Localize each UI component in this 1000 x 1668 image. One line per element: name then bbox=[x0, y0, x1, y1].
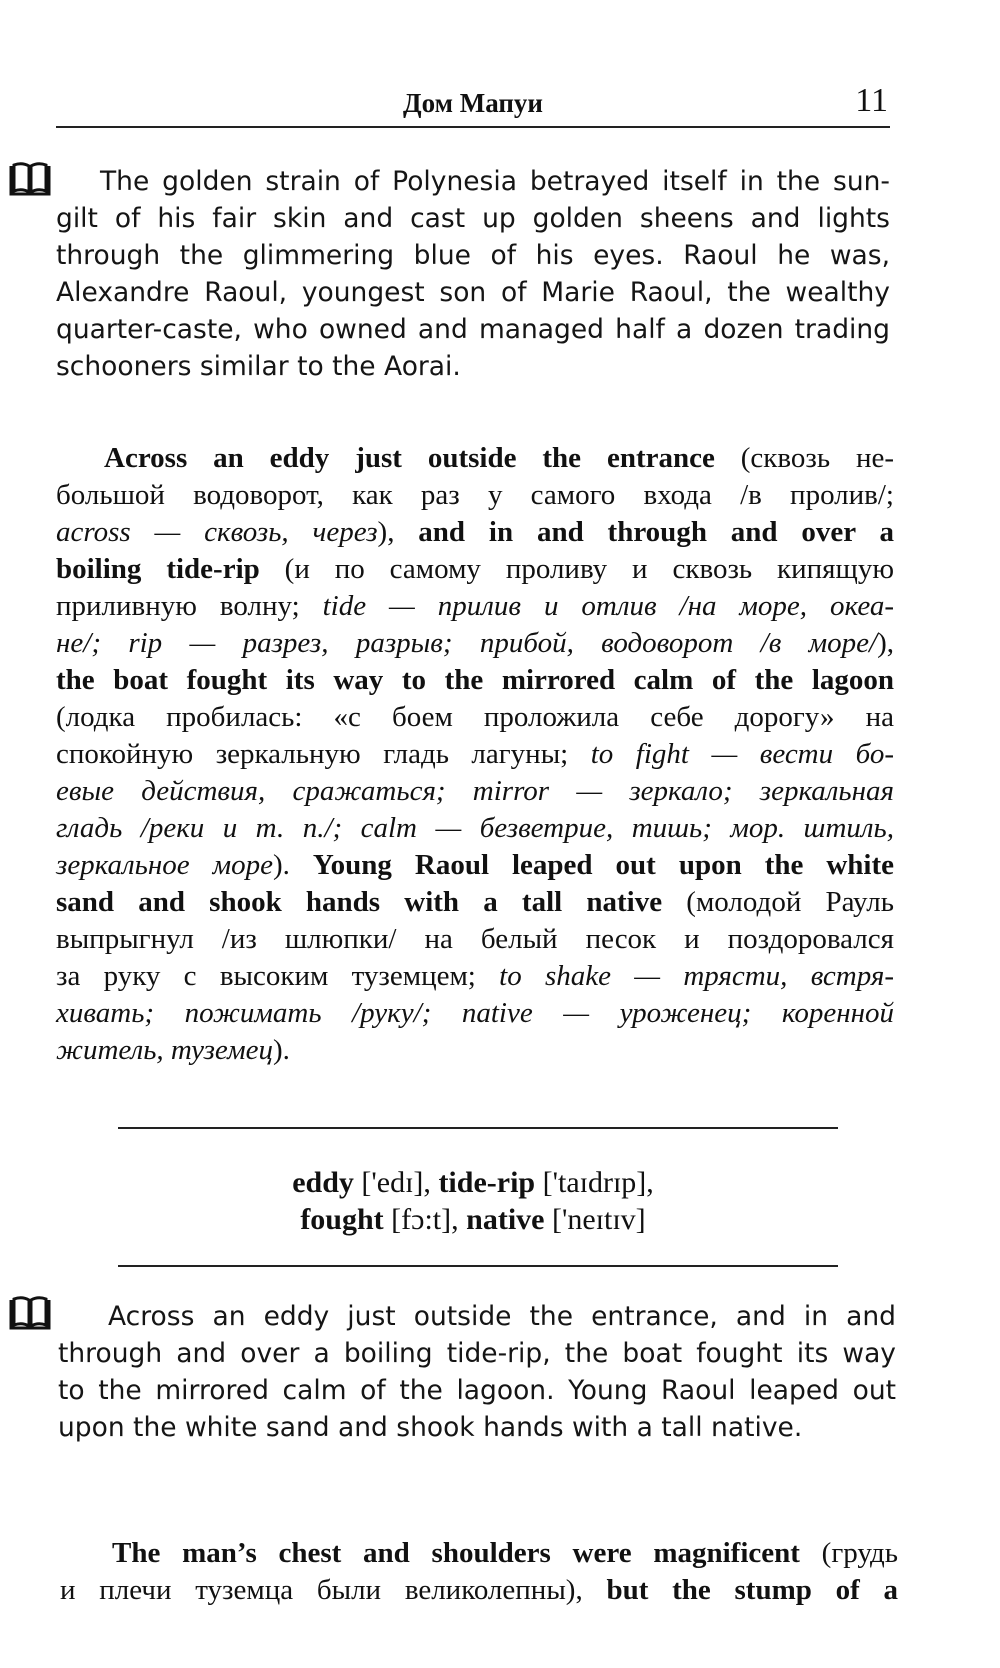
translation: большой водоворот, как раз у самого входа /в пролив/; bbox=[56, 479, 894, 511]
text-line bbox=[56, 810, 894, 847]
translation: ), bbox=[877, 627, 894, 659]
translation: выпрыгнул /из шлюпки/ на белый песок и поздоровался bbox=[56, 923, 894, 955]
text-line bbox=[56, 588, 894, 625]
running-header bbox=[56, 76, 890, 128]
divider-bottom bbox=[118, 1265, 838, 1267]
translation: ). bbox=[272, 1034, 290, 1066]
text-line: The golden strain of Polynesia betrayed itself in the sun- bbox=[100, 166, 890, 197]
translation: (сквозь не- bbox=[714, 442, 894, 474]
text-line bbox=[56, 514, 894, 551]
phrase-bold: Across an eddy just outside the entrance bbox=[104, 442, 715, 474]
text-line: upon the white sand and shook hands with a tall native. bbox=[58, 1412, 803, 1443]
text-line bbox=[60, 1572, 898, 1609]
pron-word: fought bbox=[300, 1203, 384, 1236]
text-line: through the glimmering blue of his eyes. Raoul he was, bbox=[56, 240, 890, 271]
text-line bbox=[56, 699, 894, 736]
original-text-block-2 bbox=[58, 1298, 896, 1446]
pronunciation-line-1 bbox=[56, 1164, 890, 1201]
gloss: евые действия, сражаться; mirror — зеркало; зеркальная bbox=[56, 775, 894, 807]
gloss: across — сквозь, через bbox=[56, 516, 378, 548]
gloss: гладь /реки и т. п./; calm — безветрие, тишь; мор. штиль, bbox=[56, 812, 894, 844]
pron-transcription: ['edɪ], bbox=[353, 1166, 439, 1199]
pronunciation-line-2 bbox=[56, 1201, 890, 1238]
translation: ). bbox=[273, 849, 313, 881]
text-line bbox=[56, 995, 894, 1032]
gloss: tide — прилив и отлив /на море, океа- bbox=[322, 590, 894, 622]
gloss: to shake — трясти, встря- bbox=[499, 960, 894, 992]
annotated-paragraph bbox=[56, 440, 894, 1069]
text-line bbox=[56, 958, 894, 995]
phrase-bold: Young Raoul leaped out upon the white bbox=[312, 849, 894, 881]
phrase-bold: and in and through and over a bbox=[418, 516, 894, 548]
text-line: Across an eddy just outside the entrance, and in and bbox=[108, 1301, 896, 1332]
phrase-bold: boiling tide-rip bbox=[56, 553, 260, 585]
gloss: to fight — вести бо- bbox=[590, 738, 894, 770]
text-line bbox=[56, 551, 894, 588]
text-line: quarter-caste, who owned and managed half a dozen trading bbox=[56, 314, 890, 345]
pron-word: eddy bbox=[292, 1166, 354, 1199]
gloss: зеркальное море bbox=[56, 849, 273, 881]
pron-transcription: [fɔ:t], bbox=[383, 1203, 467, 1236]
translation: и плечи туземца были великолепны), bbox=[60, 1574, 607, 1606]
text-line: to the mirrored calm of the lagoon. Young Raoul leaped out bbox=[58, 1375, 896, 1406]
gloss: не/; rip — разрез, разрыв; прибой, водоворот /в море/ bbox=[56, 627, 878, 659]
page-number: 11 bbox=[855, 82, 888, 119]
translation: спокойную зеркальную гладь лагуны; bbox=[56, 738, 591, 770]
book-icon bbox=[8, 162, 52, 198]
gloss: житель, туземец bbox=[56, 1034, 273, 1066]
text-line: gilt of his fair skin and cast up golden sheens and lights bbox=[56, 203, 890, 234]
translation: ), bbox=[377, 516, 419, 548]
pron-transcription: ['neɪtɪv] bbox=[544, 1203, 646, 1236]
text-line bbox=[56, 847, 894, 884]
text-line bbox=[56, 1032, 894, 1069]
text-line: schooners similar to the Aorai. bbox=[56, 351, 461, 382]
text-line bbox=[56, 736, 894, 773]
text-line: Alexandre Raoul, youngest son of Marie Raoul, the wealthy bbox=[56, 277, 890, 308]
original-text-block-1 bbox=[56, 163, 890, 385]
phrase-bold: The man’s chest and shoulders were magnificent bbox=[112, 1537, 800, 1569]
translation: (лодка пробилась: «с боем проложила себе дорогу» на bbox=[56, 701, 894, 733]
text-line bbox=[56, 773, 894, 810]
translation: (и по самому проливу и сквозь кипящую bbox=[259, 553, 894, 585]
text-line bbox=[56, 884, 894, 921]
running-title: Дом Мапуи bbox=[403, 88, 543, 118]
pron-word: native bbox=[466, 1203, 545, 1236]
text-line bbox=[60, 1535, 898, 1572]
translation: приливную волну; bbox=[56, 590, 323, 622]
pron-transcription: ['taɪdrɪp], bbox=[535, 1166, 654, 1199]
divider-top bbox=[118, 1127, 838, 1129]
phrase-bold: but the stump of a bbox=[606, 1574, 898, 1606]
translation: (молодой Рауль bbox=[662, 886, 894, 918]
text-line: through and over a boiling tide-rip, the boat fought its way bbox=[58, 1338, 896, 1369]
text-line bbox=[56, 662, 894, 699]
text-line bbox=[56, 440, 894, 477]
gloss: хивать; пожимать /руку/; native — уроженец; коренной bbox=[56, 997, 894, 1029]
book-icon bbox=[8, 1296, 52, 1332]
annotated-paragraph-2 bbox=[60, 1535, 898, 1609]
phrase-bold: the boat fought its way to the mirrored calm of the lagoon bbox=[56, 664, 894, 696]
text-line bbox=[56, 921, 894, 958]
translation: (грудь bbox=[799, 1537, 898, 1569]
text-line bbox=[56, 477, 894, 514]
text-line bbox=[56, 625, 894, 662]
pron-word: tide-rip bbox=[438, 1166, 536, 1199]
phrase-bold: sand and shook hands with a tall native bbox=[56, 886, 663, 918]
translation: за руку с высоким туземцем; bbox=[56, 960, 500, 992]
